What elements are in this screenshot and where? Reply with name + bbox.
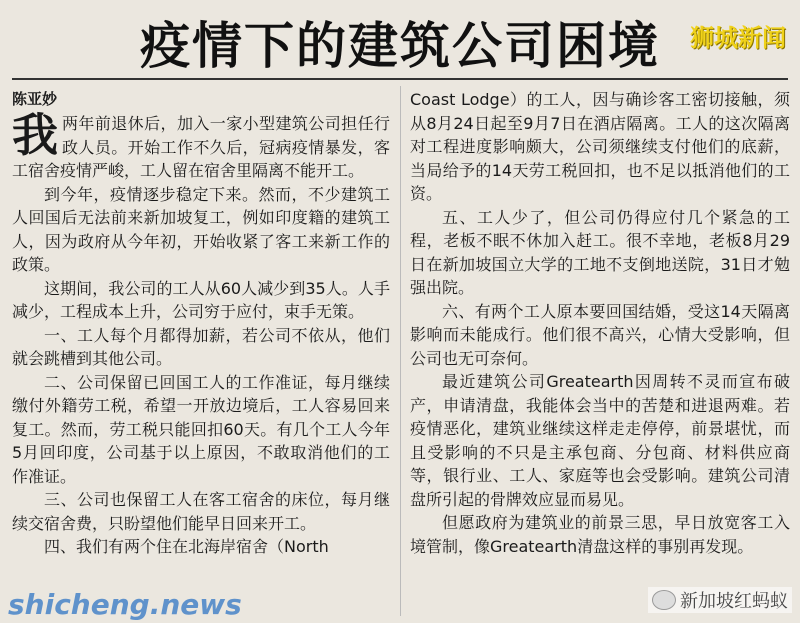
headline-rule (12, 78, 788, 80)
paragraph: 这期间，我公司的工人从60人减少到35人。人手减少，工程成本上升，公司穷于应付，束手无策。 (12, 278, 390, 321)
paragraph (12, 108, 390, 183)
headline: 疫情下的建筑公司困境 (140, 17, 660, 75)
paragraph: 到今年，疫情逐步稳定下来。然而，不少建筑工人回国后无法前来新加坡复工，例如印度籍的建筑工人，因为政府从今年初，开始收紧了客工来新工作的政策。 (12, 184, 390, 274)
paragraph: 二、公司保留已回国工人的工作准证，每月继续缴付外籍劳工税，希望一开放边境后，工人容易回来复工。然而，劳工税只能回扣60天。有几个工人今年5月回印度，公司基于以上原因，不敢取消他们的工作准证。 (12, 372, 390, 486)
column-divider (400, 86, 401, 616)
dropcap: 我 (12, 108, 58, 162)
paragraph: 四、我们有两个住在北海岸宿舍（North (44, 537, 329, 556)
paragraph: 三、公司也保留工人在客工宿舍的床位，每月继续交宿舍费，只盼望他们能早日回来开工。 (12, 490, 390, 533)
paragraph: 一、工人每个月都得加薪，若公司不依从，他们就会跳槽到其他公司。 (12, 325, 390, 368)
right-column (410, 88, 790, 558)
watermark-bottom-left: shicheng.news (8, 588, 242, 621)
wechat-icon (652, 590, 676, 610)
byline: 陈亚妙 (12, 90, 58, 108)
watermark-bottom-right-text: 新加坡红蚂蚁 (680, 591, 788, 612)
watermark-bottom-right (648, 587, 792, 613)
paragraph: 六、有两个工人原本要回国结婚，受这14天隔离影响而未能成行。他们很不高兴，心情大受影响，但公司也无可奈何。 (410, 301, 790, 368)
paragraph: 五、工人少了，但公司仍得应付几个紧急的工程，老板不眠不休加入赶工。很不幸地，老板8月29日在新加坡国立大学的工地不支倒地送院，31日才勉强出院。 (410, 207, 790, 297)
paragraph-text: 两年前退休后，加入一家小型建筑公司担任行政人员。开始工作不久后，冠病疫情暴发，客工宿舍疫情严峻，工人留在宿舍里隔离不能开工。 (12, 114, 390, 180)
left-column (12, 108, 390, 559)
watermark-top: 狮城新闻 (690, 24, 786, 52)
paragraph: 最近建筑公司Greatearth因周转不灵而宣布破产，申请清盘，我能体会当中的苦楚和进退两难。若疫情恶化，建筑业继续这样走走停停，前景堪忧，而且受影响的不只是主承包商、分包商、材料供应商等，银行业、工人、家庭等也会受影响。建筑公司清盘所引起的骨牌效应显而易见。 (410, 372, 790, 509)
paragraph: Coast Lodge）的工人，因与确诊客工密切接触，须从8月24日起至9月7日在酒店隔离。工人的这次隔离对工程进度影响颇大，公司须继续支付他们的底薪，当局给予的14天劳工税回扣，也不足以抵消他们的工资。 (410, 90, 790, 203)
paragraph: 但愿政府为建筑业的前景三思，早日放宽客工入境管制，像Greatearth清盘这样的事别再发现。 (410, 513, 790, 556)
